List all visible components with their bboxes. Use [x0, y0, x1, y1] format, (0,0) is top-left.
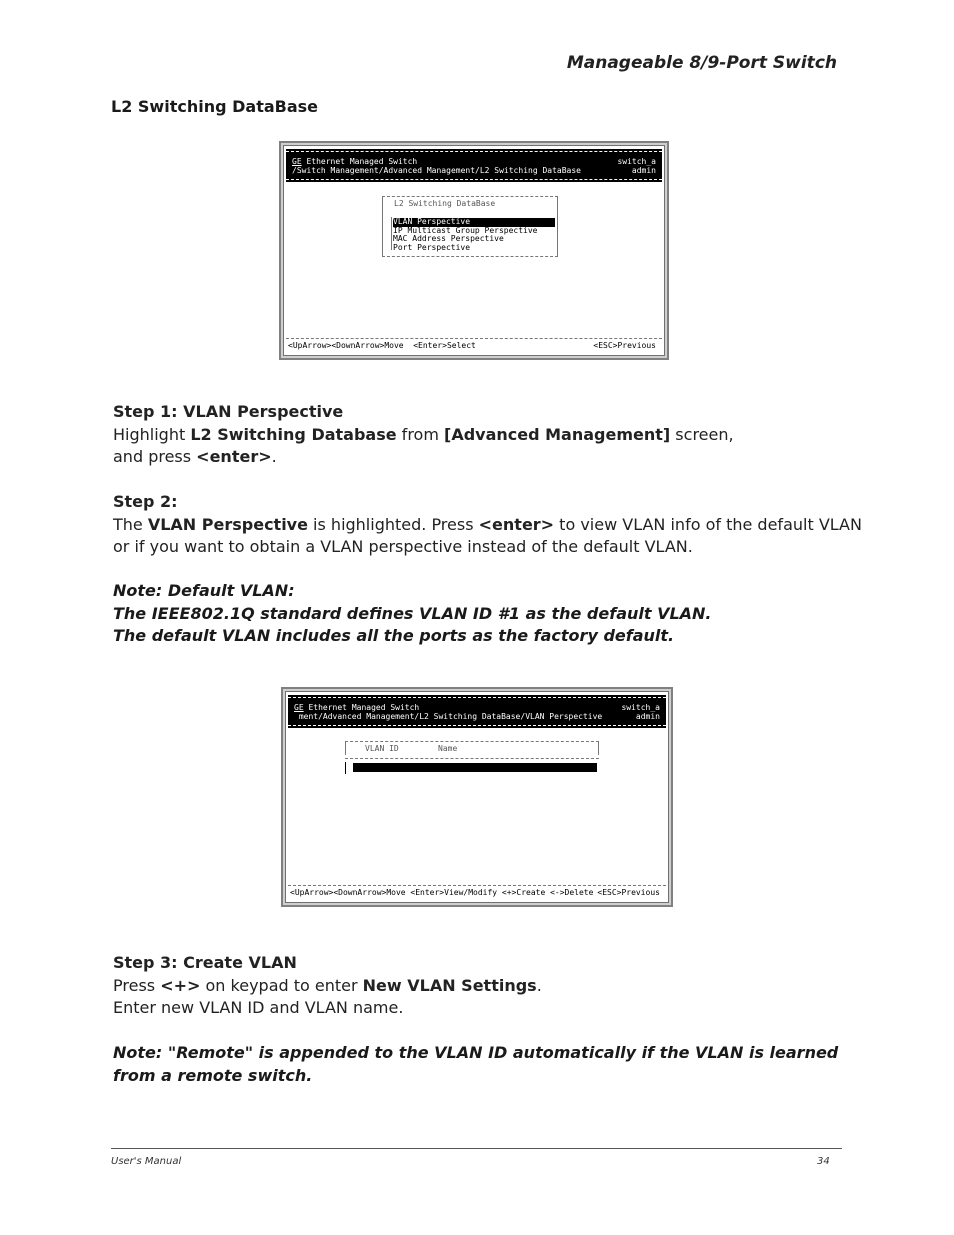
step1-text: . [271, 447, 277, 466]
terminal-host: switch_a [617, 157, 656, 166]
step2-text: to view VLAN info of the default VLAN [554, 514, 862, 534]
step1-text: and press [113, 447, 197, 466]
terminal-screenshot-vlan-perspective [281, 687, 673, 907]
step2-term: VLAN Perspective [147, 514, 308, 534]
brand-logo: GE [294, 703, 304, 712]
footer-keys: <UpArrow><DownArrow>Move <Enter>View/Modify <+>Create <->Delete [290, 888, 594, 897]
step3-text: Press [113, 975, 161, 995]
terminal-title: Ethernet Managed Switch [306, 157, 418, 166]
step2-text: The [113, 514, 148, 534]
menu-item-mac-address[interactable]: MAC Address Perspective [393, 234, 504, 244]
footer-divider [111, 1148, 842, 1149]
terminal-path: ment/Advanced Management/L2 Switching DataBase/VLAN Perspective [294, 712, 603, 721]
note-default-vlan [113, 580, 712, 648]
terminal-host: switch_a [621, 703, 660, 712]
footer-esc: <ESC>Previous [597, 888, 660, 897]
table-row[interactable] [353, 763, 597, 780]
step1-text: screen, [670, 424, 734, 444]
menu-title: L2 Switching DataBase [394, 199, 496, 208]
note-line: The IEEE802.1Q standard defines VLAN ID #1 as the default VLAN. [113, 603, 712, 623]
note-line: The default VLAN includes all the ports as the factory default. [113, 626, 675, 645]
terminal-title-bar [286, 149, 662, 182]
terminal-screenshot-l2-database [279, 141, 669, 360]
terminal-user: admin [631, 166, 656, 175]
step3-block [113, 952, 542, 1020]
row-vlan-id: 1 [381, 770, 387, 780]
step1-block [113, 401, 734, 469]
step2-title: Step 2: [113, 492, 178, 511]
terminal-title-bar [288, 695, 666, 728]
note-remote-vlan [113, 1042, 838, 1087]
l2-menu-box [382, 196, 558, 257]
step3-text: on keypad to enter [200, 975, 363, 995]
menu-item-ip-multicast[interactable]: IP Multicast Group Perspective [393, 225, 538, 235]
step2-text: or if you want to obtain a VLAN perspective instead of the default VLAN. [113, 537, 693, 556]
terminal-footer [288, 885, 666, 900]
row-vlan-hex: (0x001) [408, 770, 443, 780]
footer-keys: <UpArrow><DownArrow>Move <Enter>Select [288, 341, 476, 350]
vlan-table [345, 741, 599, 780]
note-line: from a remote switch. [113, 1065, 313, 1085]
step1-title: Step 1: VLAN Perspective [113, 402, 344, 421]
section-title: L2 Switching DataBase [111, 97, 318, 116]
column-name: Name [438, 744, 458, 753]
terminal-footer [286, 338, 662, 353]
step3-title: Step 3: Create VLAN [113, 953, 297, 972]
note-line: Note: "Remote" is appended to the VLAN ID automatically if the VLAN is learned [113, 1043, 839, 1062]
step3-text: . [536, 975, 542, 995]
step3-text: Enter new VLAN ID and VLAN name. [113, 998, 404, 1017]
step2-key: <enter> [478, 514, 555, 534]
menu-item-port-perspective[interactable]: Port Perspective [393, 242, 471, 252]
document-header-title: Manageable 8/9-Port Switch [566, 53, 837, 73]
step1-text: Highlight [113, 424, 191, 444]
terminal-user: admin [635, 712, 660, 721]
column-vlan-id: VLAN ID [365, 744, 399, 753]
terminal-title: Ethernet Managed Switch [308, 703, 420, 712]
terminal-path: /Switch Management/Advanced Management/L2 Switching DataBase [292, 166, 581, 175]
step3-key: <+> [160, 975, 201, 995]
footer-esc: <ESC>Previous [593, 341, 656, 350]
step1-key: <enter> [196, 447, 272, 466]
page-number: 34 [817, 1156, 830, 1167]
footer-manual-label: User's Manual [111, 1156, 182, 1167]
step2-text: is highlighted. Press [307, 514, 479, 534]
step3-term: New VLAN Settings [362, 975, 537, 995]
step2-block [113, 491, 862, 559]
step1-term: L2 Switching Database [190, 424, 397, 444]
brand-logo: GE [292, 157, 302, 166]
step1-text: from [396, 424, 444, 444]
note-line: Note: Default VLAN: [113, 581, 295, 600]
row-vlan-name: Default [456, 770, 491, 780]
step1-term: [Advanced Management] [444, 424, 671, 444]
menu-item-vlan-perspective[interactable]: VLAN Perspective [393, 218, 555, 227]
